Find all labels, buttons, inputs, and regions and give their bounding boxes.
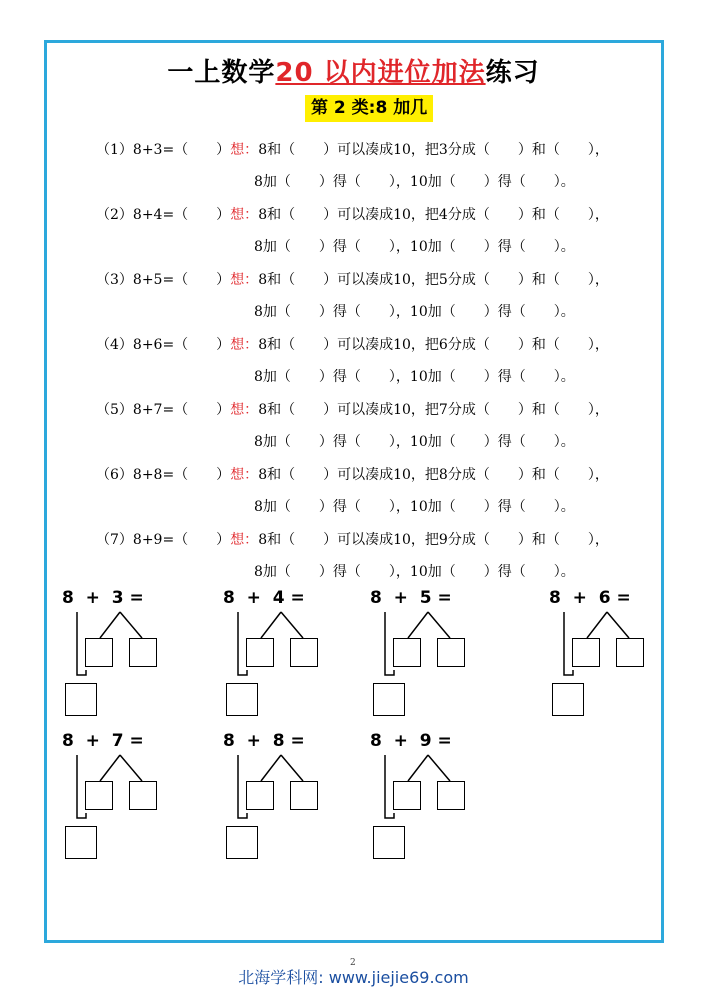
diagram-equation: 8 + 9 = [370, 731, 452, 751]
exercise-7-line-2: 8加（ ）得（ ），10加（ ）得（ ）。 [254, 564, 575, 580]
answer-box[interactable] [226, 683, 258, 716]
exercise-3-line-1: （3）8+5=（ ）想：8和（ ）可以凑成10，把5分成（ ）和（ ）， [96, 272, 609, 288]
answer-box[interactable] [393, 781, 421, 810]
exercise-5-line-2: 8加（ ）得（ ），10加（ ）得（ ）。 [254, 434, 575, 450]
answer-box[interactable] [373, 826, 405, 859]
exercise-7-line-1: （7）8+9=（ ）想：8和（ ）可以凑成10，把9分成（ ）和（ ）， [96, 532, 609, 548]
decomposition-diagram-2 [223, 588, 363, 728]
page-number: 2 [350, 958, 356, 968]
diagram-equation: 8 + 3 = [62, 588, 144, 608]
exercise-5-line-1: （5）8+7=（ ）想：8和（ ）可以凑成10，把7分成（ ）和（ ）， [96, 402, 609, 418]
exercise-2-line-1: （2）8+4=（ ）想：8和（ ）可以凑成10，把4分成（ ）和（ ）， [96, 207, 609, 223]
answer-box[interactable] [437, 638, 465, 667]
decomposition-diagram-7 [370, 731, 510, 871]
answer-box[interactable] [437, 781, 465, 810]
answer-box[interactable] [552, 683, 584, 716]
exercise-6-line-2: 8加（ ）得（ ），10加（ ）得（ ）。 [254, 499, 575, 515]
diagram-equation: 8 + 7 = [62, 731, 144, 751]
exercise-1-line-1: （1）8+3=（ ）想：8和（ ）可以凑成10，把3分成（ ）和（ ）， [96, 142, 609, 158]
page-title: 一上数学20 以内进位加法练习 [167, 58, 540, 88]
answer-box[interactable] [290, 638, 318, 667]
diagram-equation: 8 + 4 = [223, 588, 305, 608]
answer-box[interactable] [85, 638, 113, 667]
decomposition-diagram-1 [62, 588, 202, 728]
decomposition-diagram-6 [223, 731, 363, 871]
decomposition-diagram-5 [62, 731, 202, 871]
diagram-equation: 8 + 8 = [223, 731, 305, 751]
answer-box[interactable] [246, 638, 274, 667]
answer-box[interactable] [129, 781, 157, 810]
answer-box[interactable] [85, 781, 113, 810]
exercise-4-line-2: 8加（ ）得（ ），10加（ ）得（ ）。 [254, 369, 575, 385]
exercise-6-line-1: （6）8+8=（ ）想：8和（ ）可以凑成10，把8分成（ ）和（ ）， [96, 467, 609, 483]
category-subtitle: 第 2 类:8 加几 [305, 95, 433, 122]
answer-box[interactable] [129, 638, 157, 667]
answer-box[interactable] [226, 826, 258, 859]
answer-box[interactable] [373, 683, 405, 716]
exercise-1-line-2: 8加（ ）得（ ），10加（ ）得（ ）。 [254, 174, 575, 190]
diagram-equation: 8 + 6 = [549, 588, 631, 608]
diagram-equation: 8 + 5 = [370, 588, 452, 608]
answer-box[interactable] [65, 826, 97, 859]
answer-box[interactable] [290, 781, 318, 810]
answer-box[interactable] [246, 781, 274, 810]
exercise-2-line-2: 8加（ ）得（ ），10加（ ）得（ ）。 [254, 239, 575, 255]
exercise-4-line-1: （4）8+6=（ ）想：8和（ ）可以凑成10，把6分成（ ）和（ ）， [96, 337, 609, 353]
answer-box[interactable] [572, 638, 600, 667]
answer-box[interactable] [393, 638, 421, 667]
footer-website: 北海学科网: www.jiejie69.com [238, 968, 469, 987]
exercise-3-line-2: 8加（ ）得（ ），10加（ ）得（ ）。 [254, 304, 575, 320]
decomposition-diagram-4 [549, 588, 689, 728]
answer-box[interactable] [65, 683, 97, 716]
answer-box[interactable] [616, 638, 644, 667]
decomposition-diagram-3 [370, 588, 510, 728]
